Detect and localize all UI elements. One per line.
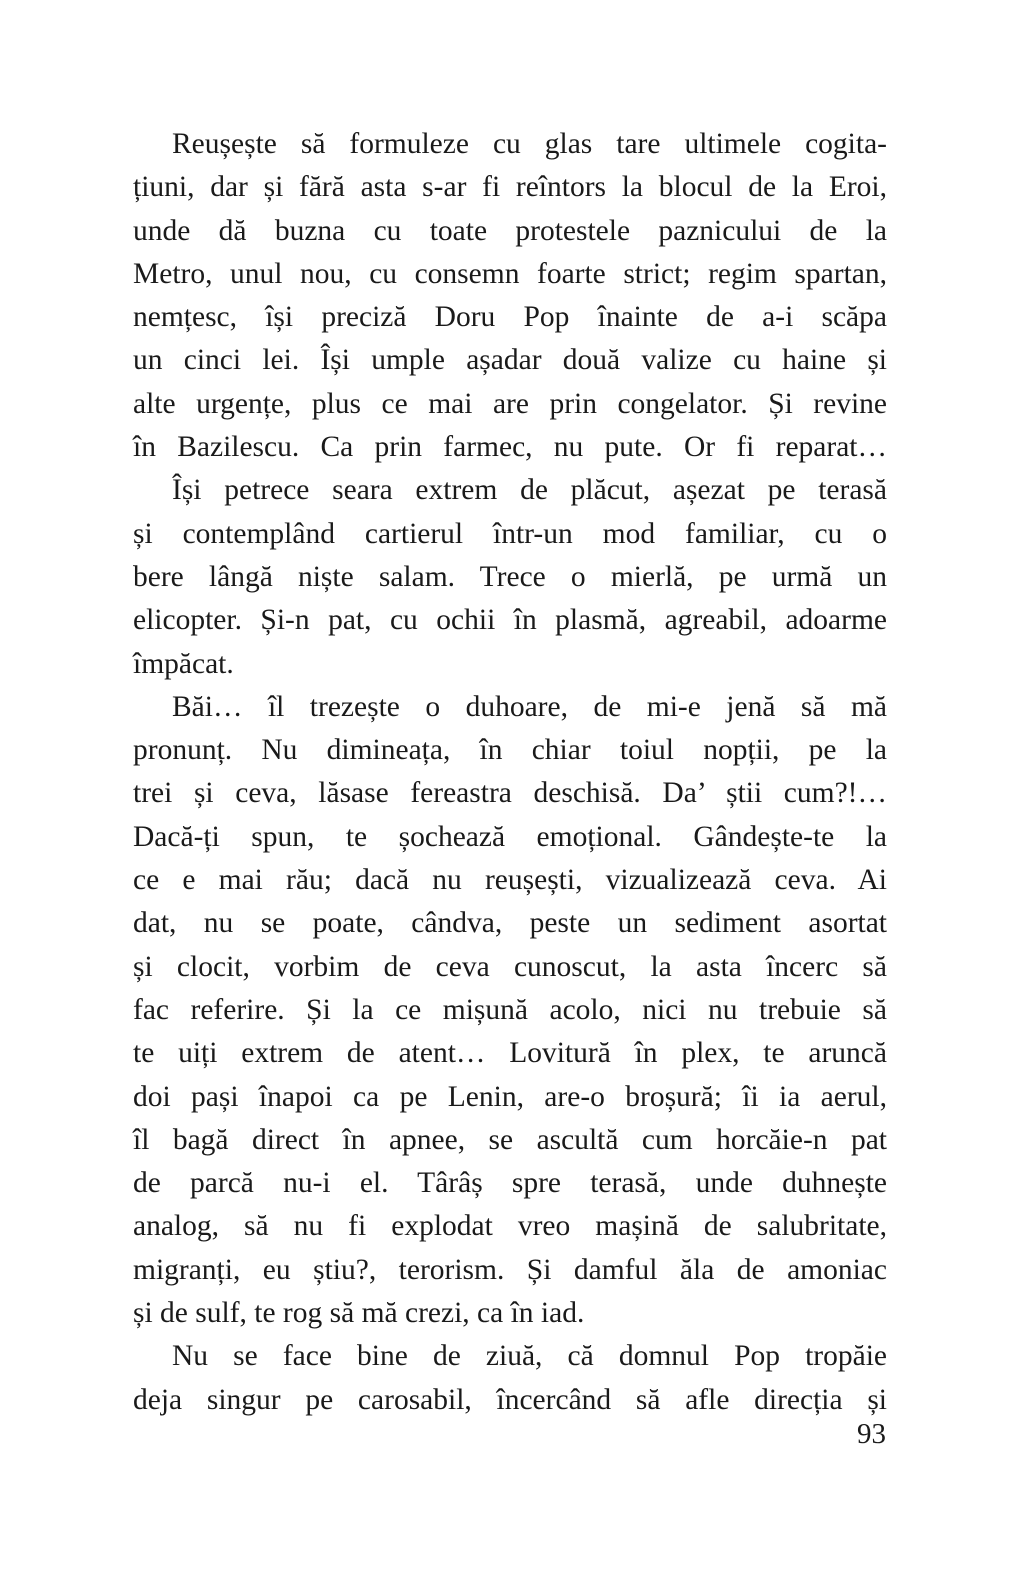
text-line: deja singur pe carosabil, încercând să afle direcția și	[133, 1383, 887, 1416]
text-line: împăcat.	[133, 647, 234, 680]
text-line: analog, să nu fi explodat vreo mașină de salubritate,	[133, 1210, 887, 1243]
paragraph	[133, 1335, 887, 1422]
text-line: te uiți extrem de atent… Lovitură în plex, te aruncă	[133, 1037, 887, 1070]
text-line: ce e mai rău; dacă nu reușești, vizualizează ceva. Ai	[133, 864, 887, 897]
text-line: pronunț. Nu dimineața, în chiar toiul nopții, pe la	[133, 734, 887, 767]
page-number: 93	[857, 1418, 886, 1450]
text-line: fac referire. Și la ce mișună acolo, nici nu trebuie să	[133, 993, 887, 1026]
text-line: de parcă nu-i el. Târâș spre terasă, unde duhnește	[133, 1167, 887, 1200]
text-line: migranți, eu știu?, terorism. Și damful ăla de amoniac	[133, 1253, 887, 1286]
text-line: Metro, unul nou, cu consemn foarte strict; regim spartan,	[133, 257, 887, 290]
text-line: bere lângă niște salam. Trece o mierlă, pe urmă un	[133, 560, 887, 593]
text-line: trei și ceva, lăsase fereastra deschisă. Da’ știi cum?!…	[133, 777, 887, 810]
text-line: alte urgențe, plus ce mai are prin congelator. Și revine	[133, 387, 887, 420]
paragraph	[133, 123, 887, 469]
text-line: dat, nu se poate, cândva, peste un sediment asortat	[133, 907, 887, 940]
text-line: îl bagă direct în apnee, se ascultă cum horcăie-n pat	[133, 1123, 887, 1156]
text-line: elicopter. Și-n pat, cu ochii în plasmă, agreabil, adoarme	[133, 604, 887, 637]
body-text	[133, 123, 887, 1422]
text-line: țiuni, dar și fără asta s-ar fi reîntors la blocul de la Eroi,	[133, 171, 887, 204]
text-line: în Bazilescu. Ca prin farmec, nu pute. Or fi reparat…	[133, 431, 887, 464]
text-line: și de sulf, te rog să mă crezi, ca în iad.	[133, 1297, 585, 1330]
text-line: Reușește să formuleze cu glas tare ultimele cogita-	[172, 128, 887, 160]
text-line: doi pași înapoi ca pe Lenin, are-o broșură; îi ia aerul,	[133, 1080, 887, 1113]
text-line: și clocit, vorbim de ceva cunoscut, la asta încerc să	[133, 950, 887, 983]
text-line: Nu se face bine de ziuă, că domnul Pop tropăie	[172, 1340, 887, 1373]
text-line: unde dă buzna cu toate protestele paznicului de la	[133, 214, 887, 247]
paragraph	[133, 686, 887, 1335]
text-line: și contemplând cartierul într-un mod familiar, cu o	[133, 517, 887, 550]
text-line: un cinci lei. Își umple așadar două valize cu haine și	[133, 344, 887, 377]
text-line: Dacă-ți spun, te șochează emoțional. Gândește-te la	[133, 820, 887, 853]
paragraph	[133, 469, 887, 685]
text-line: Își petrece seara extrem de plăcut, așezat pe terasă	[172, 474, 887, 507]
text-line: Băi… îl trezește o duhoare, de mi-e jenă să mă	[172, 690, 887, 723]
text-line: nemțesc, își preciză Doru Pop înainte de a-i scăpa	[133, 301, 887, 334]
